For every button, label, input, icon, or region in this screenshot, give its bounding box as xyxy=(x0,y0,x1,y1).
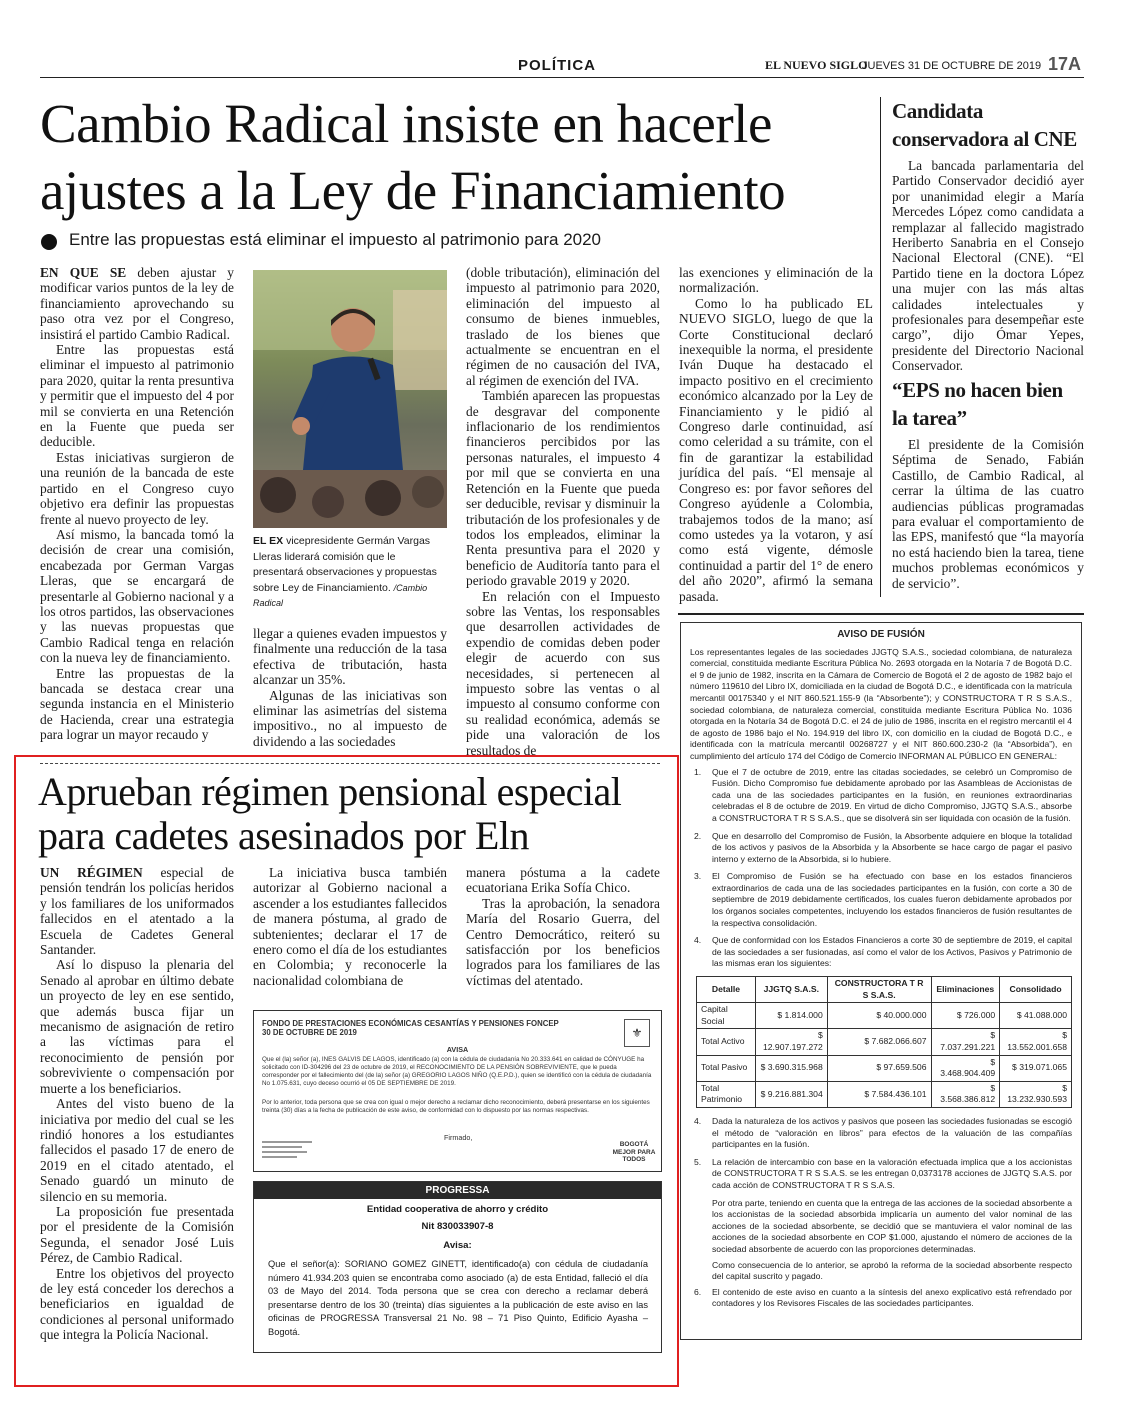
sidebar-text-1 xyxy=(892,158,1084,374)
foncep-notice xyxy=(253,1010,662,1172)
fusion-extra-2: Como consecuencia de lo anterior, se aprobó la reforma de la sociedad absorbente respecto del capital suscrito y pagado. xyxy=(712,1259,1072,1282)
caption-text: vicepresidente Germán Vargas Lleras liderará comisión que le presentará observaciones y propuestas sobre Ley de Financiamiento. xyxy=(253,535,437,594)
foncep-body: Que el (la) señor (a), INES GALVIS DE LAGOS, identificado (a) con la cédula de ciudadanía No 20.333.641 en calidad de CÓNYUGE ha solicitado con ID-304296 del 23 de octubre de 2019, el RECONOCIMIENTO DE LA PENSIÓN SOBREVIVIENTE, que le pueda corresponder por el fallecimiento del (de la) señor (a) GREGORIO LAGOS NIÑO (Q.E.P.D.), quien se identificó con la cédula de ciudadanía No 1.075.631, cuyo deceso ocurrió el 05 DE SEPTIEMBRE DE 2019. xyxy=(262,1056,652,1087)
foncep-signed: Firmado, xyxy=(444,1133,473,1142)
table-header: Eliminaciones xyxy=(931,977,1000,1003)
table-header: Consolidado xyxy=(1000,977,1072,1003)
paragraph: Estas iniciativas surgieron de una reunión de la bancada de este partido en el Congreso cuyo objetivo era definir las propuestas frente al nuevo proyecto de ley. xyxy=(40,449,234,527)
paragraph: También aparecen las propuestas de desgravar del componente inflacionario de los rendimientos financieros percibidos por las personas naturales, el impuesto 4 por mil que se convierta en una Retención en la Fuente que pueda ser deducible, revisar y disminuir la tributación de los profesionales y de todos los empleados, eliminar la Renta presuntiva para el 2020 y beneficio de Auditoría tanto para el periodo gravable 2019 y 2020. xyxy=(466,388,660,589)
issue-date: JUEVES 31 DE OCTUBRE DE 2019 xyxy=(862,60,1042,72)
sidebar-text-2 xyxy=(892,437,1084,591)
masthead-name: EL NUEVO SIGLO xyxy=(765,58,868,72)
paragraph: Entre las propuestas de la bancada se destaca crear una segunda instancia en el Ministerio de Hacienda, crear una estrategia para lograr un mayor recaudo y xyxy=(40,665,234,743)
progressa-title: Avisa: xyxy=(443,1240,472,1251)
paragraph: Algunas de las iniciativas son eliminar las asimetrías del sistema impositivo., no al impuesto de dividendo a las sociedades xyxy=(253,687,447,749)
main-headline: Cambio Radical insiste en hacerle ajustes a la Ley de Financiamiento xyxy=(40,93,786,221)
seal-icon: ⚜ xyxy=(624,1019,650,1047)
main-subhead: Entre las propuestas está eliminar el impuesto al patrimonio para 2020 xyxy=(69,230,602,249)
paragraph: Entre las propuestas está eliminar el impuesto al patrimonio para 2020, quitar la renta presuntiva y permitir que el impuesto del 4 por mil se convierta en una Retención en la Fuente que pueda ser deducible. xyxy=(40,342,234,450)
fusion-item: 2. Que en desarrollo del Compromiso de Fusión, la Absorbente adquiere en bloque la totalidad de los activos y pasivos de la Absorbida y la Absorbente se hace cargo de pagar el pasivo interno y externo de la Absorbida, si lo hubiere. xyxy=(694,830,1072,864)
fusion-item: 5. La relación de intercambio con base en la valoración efectuada implica que a los accionistas de CONSTRUCTORA T R S S.A.S. se les entregan 0,0373178 acciones de JJGTQ S.A.S. por cada acción de CONSTRUCTORA T R S S.A.S. xyxy=(694,1156,1072,1190)
fusion-item: 3. El Compromiso de Fusión se ha efectuado con base en los estados financieros extraordinarios de cada una de las sociedades participantes en la fusión, con corte a 30 de septiembre de 2019 debidamente certificados, los cuales fueron debidamente aprobados por los órganos sociales competentes, incluyendo los estados financieros de fusión resultantes de la respectiva consolidación. xyxy=(694,871,1072,928)
foncep-title: AVISA xyxy=(446,1045,469,1054)
fusion-title: AVISO DE FUSIÓN xyxy=(837,629,925,640)
paragraph: Entre los objetivos del proyecto de ley está conceder los derechos a beneficiarios en igualdad de condiciones al personal uniformado que integra la Policía Nacional. xyxy=(40,1265,234,1343)
article-separator xyxy=(40,763,660,764)
bullet-icon xyxy=(41,234,57,250)
foncep-org: FONDO DE PRESTACIONES ECONÓMICAS CESANTÍAS Y PENSIONES FONCEP xyxy=(262,1019,559,1028)
fusion-notice xyxy=(678,613,1084,1347)
progressa-bar: PROGRESSA xyxy=(254,1182,661,1199)
news-photo xyxy=(253,270,447,528)
photo-caption xyxy=(253,534,443,612)
section-label: POLÍTICA xyxy=(518,57,596,74)
main-col-1 xyxy=(40,265,234,743)
paragraph: Antes del visto bueno de la iniciativa por medio del cual se les rindió honores a los estudiantes fallecidos el pasado 17 de enero de 2019 en el citado atentado, el Senado guardó un minuto de silencio en su memoria. xyxy=(40,1096,234,1204)
foncep-body-2: Por lo anterior, toda persona que se crea con igual o mejor derecho a reclamar dicho reconocimiento, deberá presentarse en los siguientes treinta (30) días a la fecha de publicación de este aviso, de conformidad con lo dispuesto por las normas respectivas. xyxy=(262,1099,650,1114)
main-col-2 xyxy=(253,626,447,749)
progressa-notice xyxy=(253,1181,662,1353)
table-header: Detalle xyxy=(697,977,756,1003)
paragraph: La iniciativa busca también autorizar al Gobierno nacional a ascender a los estudiantes fallecidos de manera póstuma, al grado de subtenientes; declarar el 17 de enero como el día de los estudiantes en Colombia; y reconocerle la nacionalidad colombiana de xyxy=(253,865,447,988)
paragraph: llegar a quienes evaden impuestos y finalmente una reducción de la tasa efectiva de tributación, hasta alcanzar un 35%. xyxy=(253,626,447,688)
table-header: JJGTQ S.A.S. xyxy=(755,977,827,1003)
table-row: Total Activo $ 12.907.197.272 $ 7.682.066.607 $ 7.037.291.221 $ 13.552.001.658 xyxy=(697,1029,1072,1055)
paragraph: manera póstuma a la cadete ecuatoriana Erika Sofía Chico. xyxy=(466,865,660,896)
lead-word: UN RÉGIMEN xyxy=(40,865,143,880)
paragraph: En relación con el Impuesto sobre las Ventas, los responsables que desarrollen actividades de expendio de comidas deben poder elegir de acuerdo con sus necesidades, si pertenecen al impuesto sobre las ventas o al impuesto al consumo conforme con su realidad económica, además se pide una valoración de los resultados de xyxy=(466,588,660,758)
paragraph: La bancada parlamentaria del Partido Conservador decidió ayer por unanimidad elegir a María Mercedes López como candidata a remplazar al fallecido magistrado Heriberto Sanabria en el Consejo Nacional Electoral (CNE). “El Partido tiene en la doctora López una mujer con las más altas calidades intelectuales y profesionales para desempeñar este cargo”, dijo Ómar Yepes, presidente del Directorio Nacional Conservador. xyxy=(892,158,1084,374)
second-col-1 xyxy=(40,865,234,1343)
sidebar-title-2: “EPS no hacen bien la tarea” xyxy=(892,378,1063,430)
fusion-item: 4. Dada la naturaleza de los activos y pasivos que poseen las sociedades fusionadas se escogió el método de “valoración en libros” para efectos de la valuación de las compañías participantes en la fusión. xyxy=(694,1115,1072,1150)
page-number: 17A xyxy=(1048,54,1082,74)
main-col-3 xyxy=(466,265,660,758)
progressa-nit: Nit 830033907-8 xyxy=(421,1221,494,1232)
paragraph: las exenciones y eliminación de la normalización. xyxy=(679,265,873,296)
fusion-item: 4. Que de conformidad con los Estados Financieros a corte 30 de septiembre de 2019, el capital de las sociedades a ser fusionadas, así como el valor de los Activos, Pasivos y Patrimonio de las mismas eran los siguientes: xyxy=(694,935,1072,969)
foncep-date: 30 DE OCTUBRE DE 2019 xyxy=(262,1028,357,1037)
paragraph: Tras la aprobación, la senadora María del Rosario Guerra, del Centro Democrático, reiteró su satisfacción por los beneficios logrados para los familiares de las víctimas del atentado. xyxy=(466,895,660,988)
fusion-financial-table xyxy=(696,976,1072,1108)
lead-word: EN QUE SE xyxy=(40,265,127,280)
fusion-extra-1: Por otra parte, teniendo en cuenta que la entrega de las acciones de la sociedad absorbente a los accionistas de la sociedad absorbida implicaría un aumento del valor nominal de las acciones de la sociedad absorbente, se decidió que se mantuviera el valor nominal de las acciones de la sociedad absorbente en COP $1.000, ajustando el número de acciones de la sociedad absorbente de acuerdo con las proporciones determinadas. xyxy=(712,1197,1072,1254)
table-row: Total Pasivo $ 3.690.315.968 $ 97.659.506 $ 3.468.904.409 $ 319.071.065 xyxy=(697,1055,1072,1081)
paragraph: La proposición fue presentada por el presidente de la Comisión Segunda, el senador José Luis Pérez, de Cambio Radical. xyxy=(40,1203,234,1266)
progressa-body: Que el señor(a): SORIANO GOMEZ GINETT, identificado(a) con cédula de ciudadanía número 41.934.203 quien se encontraba como asociado (a) de esta Entidad, falleció el día 03 de Mayo del 2014. Toda persona que se crea con derecho a reclamar deberá presentarse dentro de los 30 (treinta) días siguientes a la publicación de este aviso en las oficinas de PROGRESSA Transversal 21 No. 98 – 71 Piso Quinto, Edificio Ayasha – Bogotá. xyxy=(268,1259,648,1337)
sidebar-title-1: Candidata conservadora al CNE xyxy=(892,99,1077,151)
paragraph: (doble tributación), eliminación del impuesto al patrimonio para 2020, eliminación del impuesto al consumo de bienes inmuebles, traslado de los bienes que actualmente se encuentran en el régimen de no causación del IVA, al régimen de exención del IVA. xyxy=(466,265,660,388)
header-rule xyxy=(40,77,1084,78)
paragraph: El presidente de la Comisión Séptima de Senado, Fabián Castillo, de Cambio Radical, al cerrar la última de las cuatro audiencias públicas programadas para evaluar el comportamiento de las EPS, manifestó que “la mayoría no está haciendo bien la tarea, tiene muchos problemas económicos y de servicio”. xyxy=(892,437,1084,591)
sidebar-divider xyxy=(880,97,881,597)
paragraph: Así lo dispuso la plenaria del Senado al aprobar en último debate un proyecto de ley en ese sentido, que además busca fijar un mecanismo de asignación de retiro a las víctimas para el reconocimiento de pensión por sobreviviente o compensación por muerte a los beneficiarios. xyxy=(40,957,234,1096)
paragraph: especial de pensión tendrán los policías heridos y los familiares de los uniformados fallecidos en el atentado a la Escuela de Cadetes General Santander. xyxy=(40,865,234,958)
fusion-item: 6. El contenido de este aviso en cuanto a la síntesis del anexo explicativo está refrendado por contadores y los Revisores Fiscales de las sociedades participantes. xyxy=(694,1286,1072,1309)
paragraph: Así mismo, la bancada tomó la decisión de crear una comisión, encabezada por German Vargas Lleras, que se encargará de presentarle al Gobierno nacional y a los otros partidos, las observaciones y las nuevas propuestas que Cambio Radical tenga en relación con la nueva ley de financiamiento. xyxy=(40,526,234,666)
main-col-4 xyxy=(679,265,873,604)
caption-credit: /Cambio Radical xyxy=(253,582,428,608)
progressa-entity: Entidad cooperativa de ahorro y crédito xyxy=(366,1204,549,1215)
paragraph: Como lo ha publicado EL NUEVO SIGLO, luego de que la Corte Constitucional declaró inexequible la norma, el presidente Iván Duque ha destacado el impacto positivo en el crecimiento económico alcanzado por la Ley de Financiamiento y le pidió al Congreso darle continuidad, así como celeridad a su trámite, con el fin de garantizar la estabilidad jurídica del país. “El mensaje al Congreso es: por favor señores del Congreso ayúdenle a Colombia, trabajemos todos de la mano; así como ustedes ya la votaron, y así como está vigente, démosle continuidad a partir del 1° de enero del año 2020”, afirmó la semana pasada. xyxy=(679,295,873,604)
foncep-footer-block xyxy=(262,1141,312,1165)
fusion-item: 1. Que el 7 de octubre de 2019, entre las citadas sociedades, se celebró un Compromiso de Fusión. Dicho Compromiso fue debidamente aprobado por las Asambleas de Accionistas de cada una de las sociedades participantes en la fusión, en reuniones extraordinarias celebradas el 8 de octubre de 2019. En virtud de dicho Compromiso, JJGTQ S.A.S., absorbe a CONSTRUCTORA T R S S.A.S., que se disolverá sin ser liquidada con ocasión de la fusión. xyxy=(694,766,1072,823)
table-row: Total Patrimonio $ 9.216.881.304 $ 7.584.436.101 $ 3.568.386.812 $ 13.232.930.593 xyxy=(697,1081,1072,1107)
second-col-2 xyxy=(253,865,447,988)
paragraph: deben ajustar y modificar varios puntos de la ley de financiamiento aprovechando su paso otra vez por el Congreso, insistirá el partido Cambio Radical. xyxy=(40,265,234,342)
table-row: Capital Social $ 1.814.000 $ 40.000.000 $ 726.000 $ 41.088.000 xyxy=(697,1003,1072,1029)
table-header: CONSTRUCTORA T R S S.A.S. xyxy=(827,977,931,1003)
fusion-intro: Los representantes legales de las sociedades JJGTQ S.A.S., sociedad colombiana, de naturaleza comercial, constituida mediante Escritura Pública No. 2693 otorgada en la Notaría 7 de Bogotá D.C. el 9 de junio de 1982, inscrita en la Cámara de Comercio de Bogotá el 2 de agosto de 1982 bajo el número 119610 del Libro IX, domiciliada en la ciudad de Bogotá D.C., e identificada con la matrícula mercantil 00175340 y el NIT 860.521.155-9 (la “Absorbente”); y CONSTRUCTORA T R S S.A.S., sociedad colombiana, de naturaleza comercial, constituida mediante Escritura Pública No. 1036 otorgada en la Notaría 34 de Bogotá D.C. el 24 de julio de 1986, inscrita en el registro mercantil el 4 de agosto de 1986 bajo el No. 194.919 del libro IX, con domicilio en la ciudad de Bogotá D.C., e identificada con la matrícula mercantil 00268727 y el NIT 860.600.230-2 (la “Absorbida”), en cumplimiento del artículo 174 del Código de Comercio INFORMAN AL PÚBLICO EN GENERAL: xyxy=(690,646,1072,761)
caption-lead: EL EX xyxy=(253,535,284,547)
foncep-logo: BOGOTÁ MEJOR PARA TODOS xyxy=(612,1141,656,1163)
second-col-3 xyxy=(466,865,660,988)
second-headline: Aprueban régimen pensional especial para cadetes asesinados por Eln xyxy=(38,769,622,858)
